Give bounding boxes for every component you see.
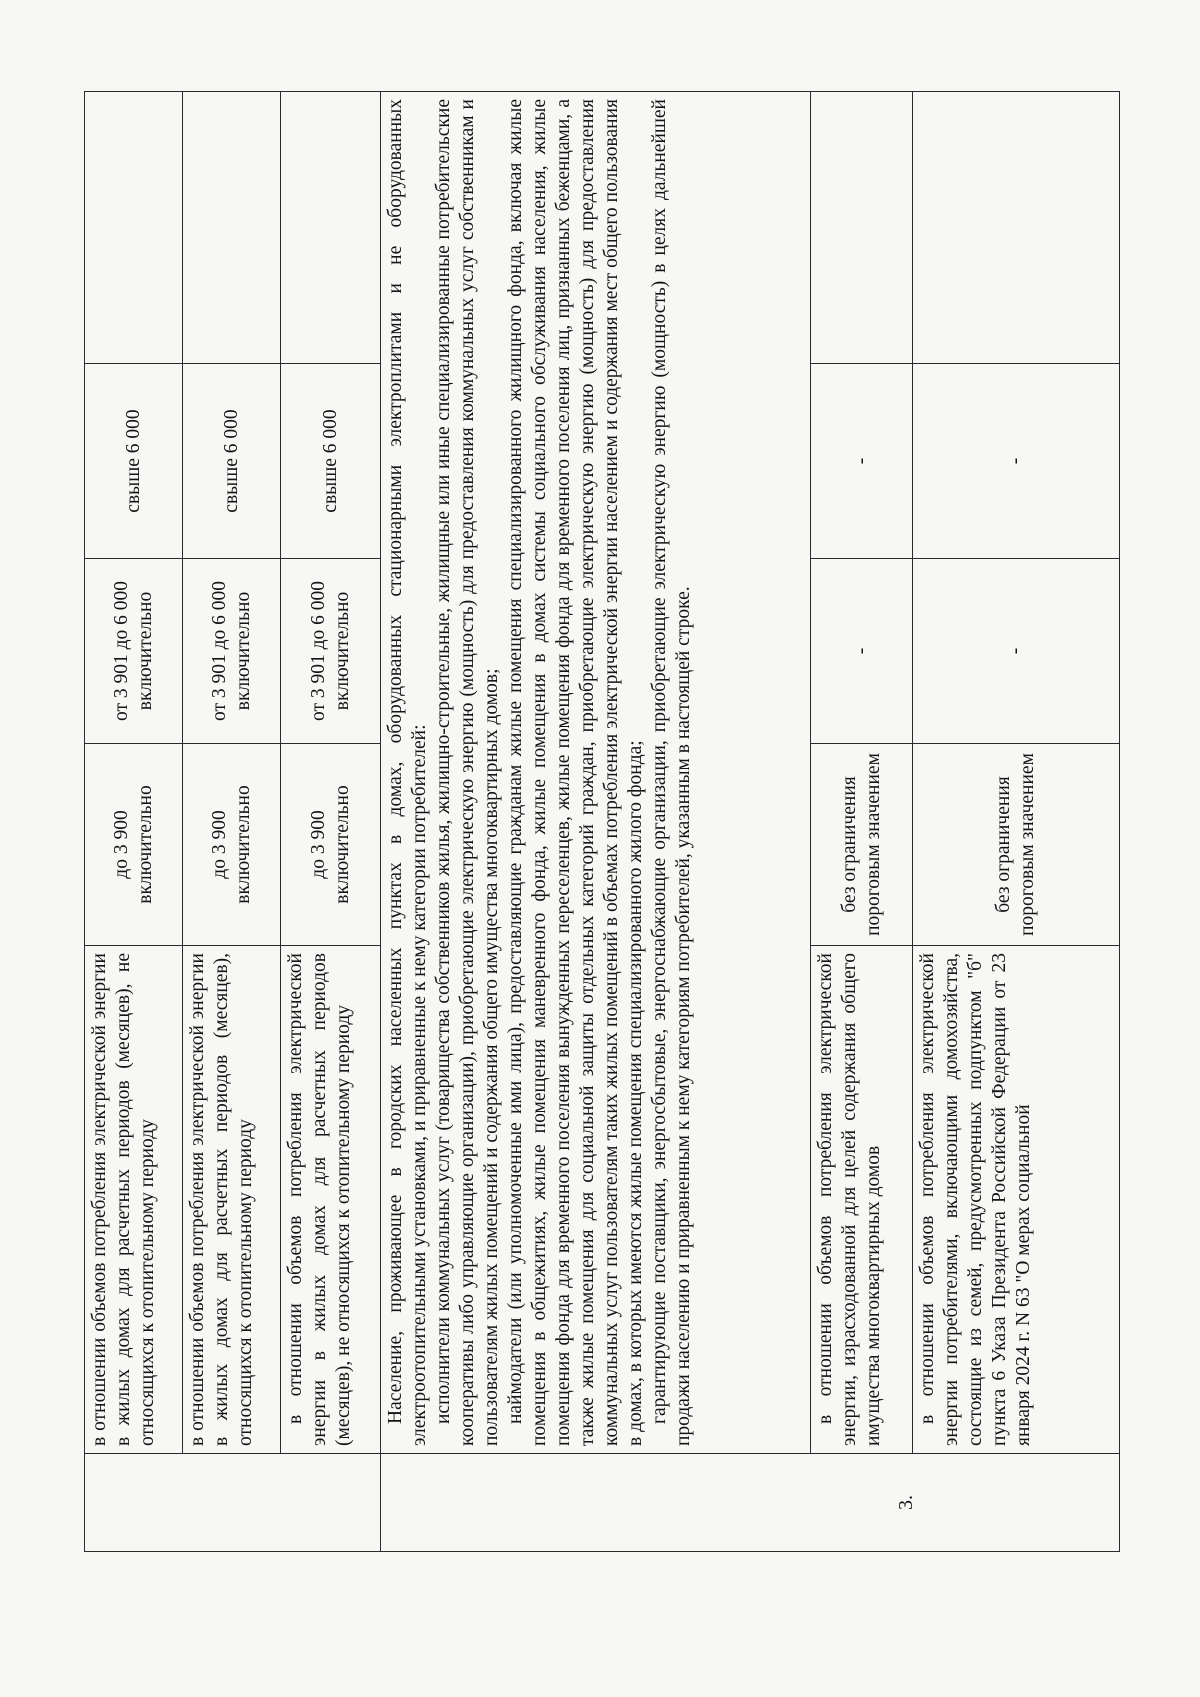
range3-cell: свыше 6 000 [183,364,281,559]
row-description: в отношении объемов потребления электрической энергии в жилых домах для расчетных периодов (месяцев), относящихся к отопительному периоду [183,946,281,1454]
range1-cell: до 3 900 включительно [183,744,281,946]
number-cell-empty [85,1454,381,1552]
category-paragraph: гарантирующие поставщики, энергосбытовые, энергоснабжающие организации, приобретающие электрическую энергию (мощность) в целях дальнейшей продажи населению и приравненным к нему категориям потребителей, указанным в настоящей строке. [649,99,694,1446]
range3-cell: - [811,364,913,559]
empty-cell [183,92,281,364]
section-header-row [381,92,811,1552]
rotated-page [84,92,1119,1552]
tariff-table [84,91,1120,1552]
range1-cell: до 3 900 включительно [85,744,183,946]
range3-cell: свыше 6 000 [281,364,381,559]
empty-cell [913,92,1120,364]
range1-cell: без ограничения пороговым значением [811,744,913,946]
table-row [913,92,1120,1552]
range2-cell: от 3 901 до 6 000 включительно [281,559,381,744]
table-row [183,92,281,1552]
range3-cell: - [913,364,1120,559]
table-row [281,92,381,1552]
row-description: в отношении объемов потребления электрической энергии, израсходованной для целей содержания общего имущества многоквартирных домов [811,946,913,1454]
row-description: в отношении объемов потребления электрической энергии в жилых домах для расчетных периодов (месяцев), не относящихся к отопительному периоду [85,946,183,1454]
range2-cell: - [811,559,913,744]
table-row [811,92,913,1552]
category-paragraph: Население, проживающее в городских населенных пунктах в домах, оборудованных стационарными электроплитами и не оборудованных электроотопительными установками, и приравненные к нему категории потребителей: [385,99,430,1446]
empty-cell [811,92,913,364]
range3-cell: свыше 6 000 [85,364,183,559]
range1-cell: без ограничения пороговым значением [913,744,1120,946]
row-description: в отношении объемов потребления электрической энергии потребителями, включающими домохозяйства, состоящие из семей, предусмотренных подпунктом "б" пункта 6 Указа Президента Российской Федерации от 23 января 2024 г. N 63 "О мерах социальной [913,946,1120,1454]
table-row [85,92,183,1552]
category-paragraph: исполнители коммунальных услуг (товарищества собственников жилья, жилищно-строительные, жилищные или иные специализированные потребительские кооперативы либо управляющие организации), приобретающие электрическую энергию (мощность) для предоставления коммунальных услуг собственникам и пользователям жилых помещений и содержания общего имущества многоквартирных домов; [433,99,502,1446]
empty-cell [281,92,381,364]
range2-cell: - [913,559,1120,744]
range2-cell: от 3 901 до 6 000 включительно [85,559,183,744]
range2-cell: от 3 901 до 6 000 включительно [183,559,281,744]
category-description [381,92,811,1454]
range1-cell: до 3 900 включительно [281,744,381,946]
empty-cell [85,92,183,364]
row-description: в отношении объемов потребления электрической энергии в жилых домах для расчетных периодов (месяцев), не относящихся к отопительному периоду [281,946,381,1454]
section-number: 3. [381,1454,1120,1552]
category-paragraph: наймодатели (или уполномоченные ими лица), предоставляющие гражданам жилые помещения специализированного жилищного фонда, включая жилые помещения в общежитиях, жилые помещения маневренного фонда, жилые помещения в домах системы социального обслуживания населения, жилые помещения фонда для временного поселения вынужденных переселенцев, жилые помещения фонда для временного поселения лиц, признанных беженцами, а также жилые помещения для социальной защиты отдельных категорий граждан, приобретающие электрическую энергию (мощность) для предоставления коммунальных услуг пользователям таких жилых помещений в объемах потребления электрической энергии населением и содержания мест общего пользования в домах, в которых имеются жилые помещения специализированного жилого фонда; [505,99,646,1446]
